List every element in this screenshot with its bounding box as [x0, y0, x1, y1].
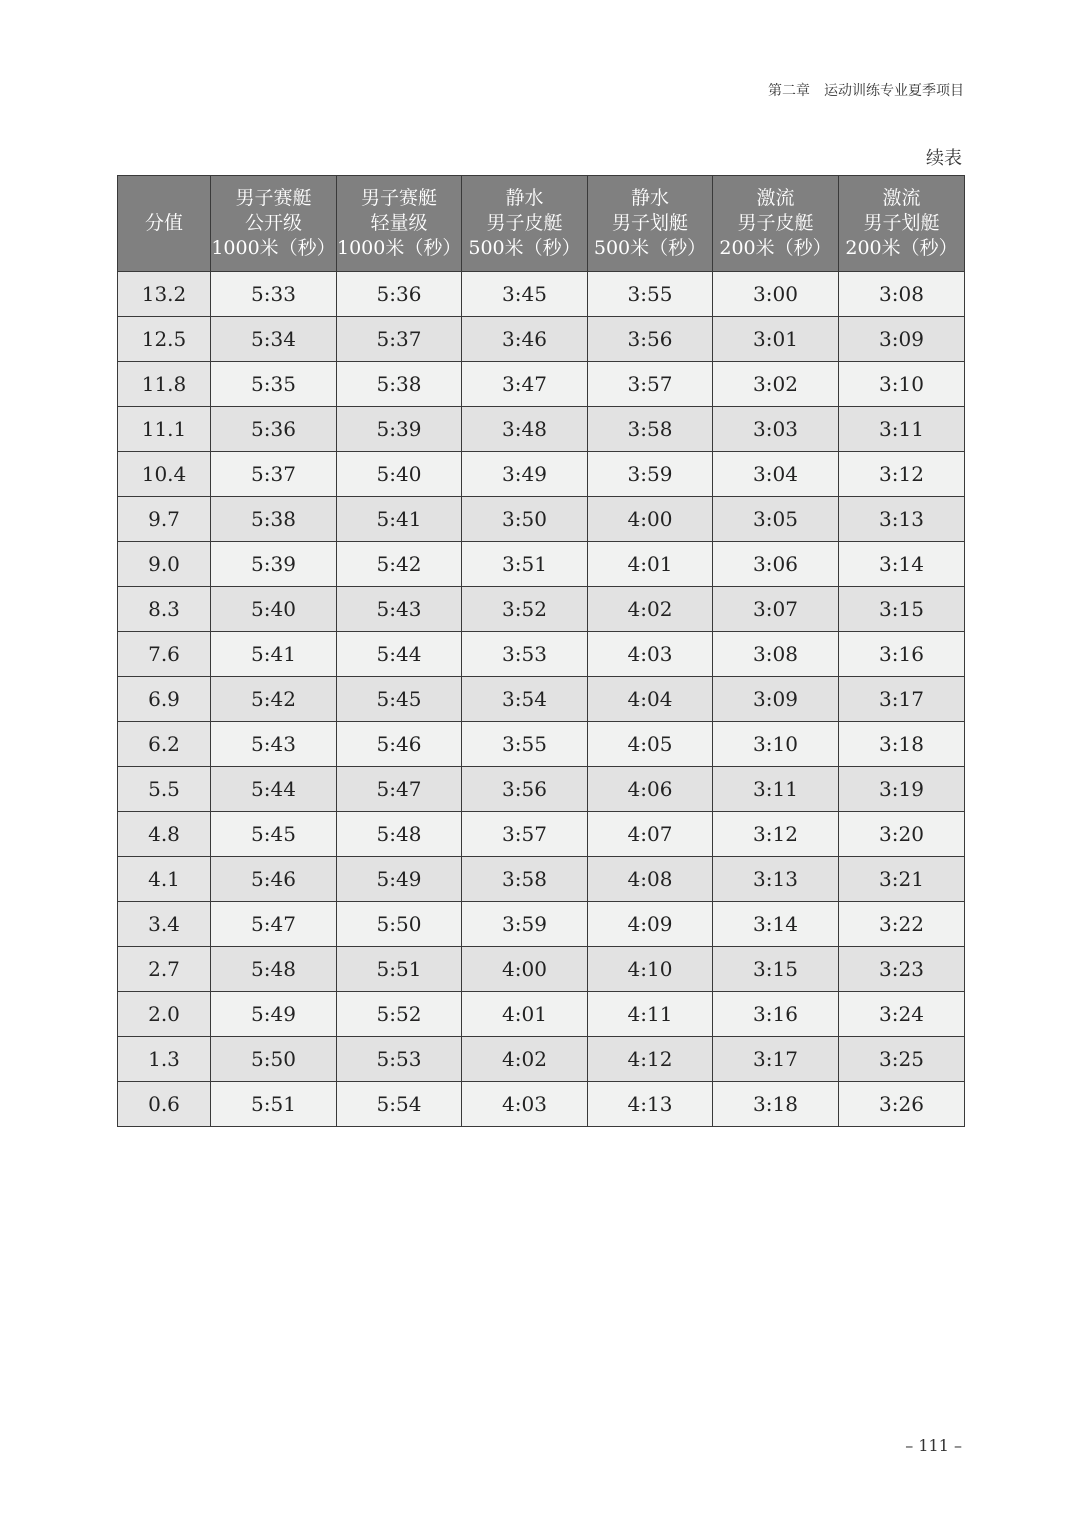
time-cell: 5:50 [211, 1037, 337, 1082]
time-cell: 3:04 [713, 452, 839, 497]
column-header-line: 轻量级 [370, 212, 428, 234]
score-cell: 8.3 [118, 587, 211, 632]
time-cell: 3:26 [839, 1082, 965, 1127]
table-row [118, 407, 965, 452]
time-cell: 3:45 [462, 272, 588, 317]
table-row [118, 632, 965, 677]
table-row [118, 722, 965, 767]
time-cell: 3:18 [713, 1082, 839, 1127]
table-row [118, 497, 965, 542]
score-cell: 10.4 [118, 452, 211, 497]
column-header [839, 176, 965, 272]
table-row [118, 1082, 965, 1127]
time-cell: 4:01 [588, 542, 713, 587]
score-cell: 2.0 [118, 992, 211, 1037]
column-header-line: 500米（秒） [468, 237, 581, 259]
time-cell: 5:40 [337, 452, 462, 497]
time-cell: 3:18 [839, 722, 965, 767]
time-cell: 5:45 [337, 677, 462, 722]
column-header-line: 激流 [882, 187, 921, 209]
time-cell: 3:49 [462, 452, 588, 497]
time-cell: 5:46 [211, 857, 337, 902]
time-cell: 3:08 [839, 272, 965, 317]
time-cell: 3:56 [588, 317, 713, 362]
time-cell: 4:00 [462, 947, 588, 992]
time-cell: 3:55 [588, 272, 713, 317]
header-row [118, 176, 965, 272]
column-header-line: 男子皮艇 [737, 212, 814, 234]
column-header-line: 200米（秒） [845, 237, 958, 259]
time-cell: 5:51 [337, 947, 462, 992]
time-cell: 5:38 [337, 362, 462, 407]
time-cell: 5:43 [211, 722, 337, 767]
time-cell: 3:58 [462, 857, 588, 902]
time-cell: 3:54 [462, 677, 588, 722]
score-cell: 6.9 [118, 677, 211, 722]
table-row [118, 677, 965, 722]
time-cell: 3:25 [839, 1037, 965, 1082]
time-cell: 3:05 [713, 497, 839, 542]
time-cell: 4:06 [588, 767, 713, 812]
time-cell: 5:50 [337, 902, 462, 947]
time-cell: 5:48 [211, 947, 337, 992]
time-cell: 3:53 [462, 632, 588, 677]
score-cell: 7.6 [118, 632, 211, 677]
score-cell: 13.2 [118, 272, 211, 317]
column-header-line: 分值 [144, 212, 183, 234]
time-cell: 4:04 [588, 677, 713, 722]
table-row [118, 587, 965, 632]
time-cell: 4:01 [462, 992, 588, 1037]
time-cell: 3:16 [839, 632, 965, 677]
score-cell: 4.1 [118, 857, 211, 902]
time-cell: 3:00 [713, 272, 839, 317]
time-cell: 3:10 [839, 362, 965, 407]
time-cell: 3:20 [839, 812, 965, 857]
column-header-line: 男子划艇 [611, 212, 688, 234]
time-cell: 4:02 [588, 587, 713, 632]
score-cell: 3.4 [118, 902, 211, 947]
time-cell: 5:37 [211, 452, 337, 497]
column-header-line: 1000米（秒） [211, 237, 336, 259]
column-header-score [118, 176, 211, 272]
time-cell: 5:46 [337, 722, 462, 767]
time-cell: 3:17 [839, 677, 965, 722]
time-cell: 3:14 [839, 542, 965, 587]
score-cell: 12.5 [118, 317, 211, 362]
time-cell: 3:51 [462, 542, 588, 587]
table-row [118, 317, 965, 362]
time-cell: 3:15 [713, 947, 839, 992]
score-cell: 2.7 [118, 947, 211, 992]
time-cell: 5:52 [337, 992, 462, 1037]
continued-label: 续表 [926, 148, 962, 169]
time-cell: 3:19 [839, 767, 965, 812]
time-cell: 3:47 [462, 362, 588, 407]
time-cell: 3:09 [839, 317, 965, 362]
time-cell: 3:12 [839, 452, 965, 497]
time-cell: 3:59 [588, 452, 713, 497]
time-cell: 4:10 [588, 947, 713, 992]
table-row [118, 947, 965, 992]
column-header-line: 激流 [756, 187, 795, 209]
table-row [118, 767, 965, 812]
time-cell: 3:17 [713, 1037, 839, 1082]
time-cell: 5:34 [211, 317, 337, 362]
score-cell: 11.8 [118, 362, 211, 407]
time-cell: 3:07 [713, 587, 839, 632]
column-header-line: 公开级 [244, 212, 302, 234]
time-cell: 5:44 [211, 767, 337, 812]
running-header: 第二章 运动训练专业夏季项目 [768, 83, 964, 99]
time-cell: 3:59 [462, 902, 588, 947]
time-cell: 3:58 [588, 407, 713, 452]
time-cell: 5:36 [337, 272, 462, 317]
time-cell: 3:57 [588, 362, 713, 407]
time-cell: 3:22 [839, 902, 965, 947]
time-cell: 3:09 [713, 677, 839, 722]
column-header [211, 176, 337, 272]
time-cell: 3:55 [462, 722, 588, 767]
table-row [118, 452, 965, 497]
time-cell: 5:45 [211, 812, 337, 857]
time-cell: 3:12 [713, 812, 839, 857]
time-cell: 5:36 [211, 407, 337, 452]
table-row [118, 857, 965, 902]
table-row [118, 812, 965, 857]
table-body [118, 272, 965, 1127]
time-cell: 4:03 [588, 632, 713, 677]
time-cell: 5:48 [337, 812, 462, 857]
time-cell: 3:14 [713, 902, 839, 947]
time-cell: 3:56 [462, 767, 588, 812]
table-row [118, 902, 965, 947]
table-row [118, 362, 965, 407]
column-header-line: 男子赛艇 [360, 187, 437, 209]
column-header-line: 男子划艇 [863, 212, 940, 234]
time-cell: 5:53 [337, 1037, 462, 1082]
score-cell: 4.8 [118, 812, 211, 857]
time-cell: 5:42 [337, 542, 462, 587]
time-cell: 4:08 [588, 857, 713, 902]
time-cell: 3:57 [462, 812, 588, 857]
time-cell: 5:41 [337, 497, 462, 542]
table-row [118, 1037, 965, 1082]
time-cell: 4:12 [588, 1037, 713, 1082]
time-cell: 4:05 [588, 722, 713, 767]
time-cell: 4:11 [588, 992, 713, 1037]
column-header [462, 176, 588, 272]
column-header-line: 静水 [505, 187, 544, 209]
time-cell: 5:54 [337, 1082, 462, 1127]
time-cell: 5:51 [211, 1082, 337, 1127]
time-cell: 5:47 [211, 902, 337, 947]
time-cell: 3:46 [462, 317, 588, 362]
time-cell: 3:50 [462, 497, 588, 542]
table-header [118, 176, 965, 272]
time-cell: 3:11 [839, 407, 965, 452]
time-cell: 5:49 [337, 857, 462, 902]
table-row [118, 272, 965, 317]
time-cell: 5:37 [337, 317, 462, 362]
time-cell: 5:33 [211, 272, 337, 317]
column-header [588, 176, 713, 272]
score-cell: 0.6 [118, 1082, 211, 1127]
time-cell: 3:52 [462, 587, 588, 632]
time-cell: 4:02 [462, 1037, 588, 1082]
time-cell: 3:10 [713, 722, 839, 767]
page-number: – 111 – [905, 1436, 962, 1455]
column-header-line: 200米（秒） [719, 237, 832, 259]
table-row [118, 992, 965, 1037]
time-cell: 4:07 [588, 812, 713, 857]
time-cell: 5:41 [211, 632, 337, 677]
time-cell: 5:38 [211, 497, 337, 542]
score-cell: 11.1 [118, 407, 211, 452]
time-cell: 4:09 [588, 902, 713, 947]
time-cell: 3:23 [839, 947, 965, 992]
time-cell: 5:40 [211, 587, 337, 632]
time-cell: 3:13 [713, 857, 839, 902]
column-header-line: 1000米（秒） [337, 237, 462, 259]
time-cell: 3:11 [713, 767, 839, 812]
column-header [337, 176, 462, 272]
time-cell: 3:01 [713, 317, 839, 362]
time-cell: 4:00 [588, 497, 713, 542]
time-cell: 5:39 [337, 407, 462, 452]
time-cell: 5:39 [211, 542, 337, 587]
score-cell: 6.2 [118, 722, 211, 767]
time-cell: 3:02 [713, 362, 839, 407]
score-table [117, 175, 965, 1127]
score-cell: 5.5 [118, 767, 211, 812]
time-cell: 3:06 [713, 542, 839, 587]
column-header [713, 176, 839, 272]
time-cell: 5:47 [337, 767, 462, 812]
time-cell: 3:03 [713, 407, 839, 452]
time-cell: 5:49 [211, 992, 337, 1037]
score-cell: 9.7 [118, 497, 211, 542]
column-header-line: 男子赛艇 [235, 187, 312, 209]
time-cell: 5:35 [211, 362, 337, 407]
time-cell: 5:43 [337, 587, 462, 632]
time-cell: 3:13 [839, 497, 965, 542]
score-cell: 9.0 [118, 542, 211, 587]
time-cell: 3:48 [462, 407, 588, 452]
time-cell: 4:13 [588, 1082, 713, 1127]
time-cell: 3:16 [713, 992, 839, 1037]
time-cell: 4:03 [462, 1082, 588, 1127]
column-header-line: 男子皮艇 [486, 212, 563, 234]
column-header-line: 500米（秒） [593, 237, 707, 259]
score-cell: 1.3 [118, 1037, 211, 1082]
column-header-line: 静水 [630, 187, 669, 209]
time-cell: 3:15 [839, 587, 965, 632]
time-cell: 5:42 [211, 677, 337, 722]
time-cell: 5:44 [337, 632, 462, 677]
time-cell: 3:08 [713, 632, 839, 677]
table-row [118, 542, 965, 587]
time-cell: 3:21 [839, 857, 965, 902]
time-cell: 3:24 [839, 992, 965, 1037]
